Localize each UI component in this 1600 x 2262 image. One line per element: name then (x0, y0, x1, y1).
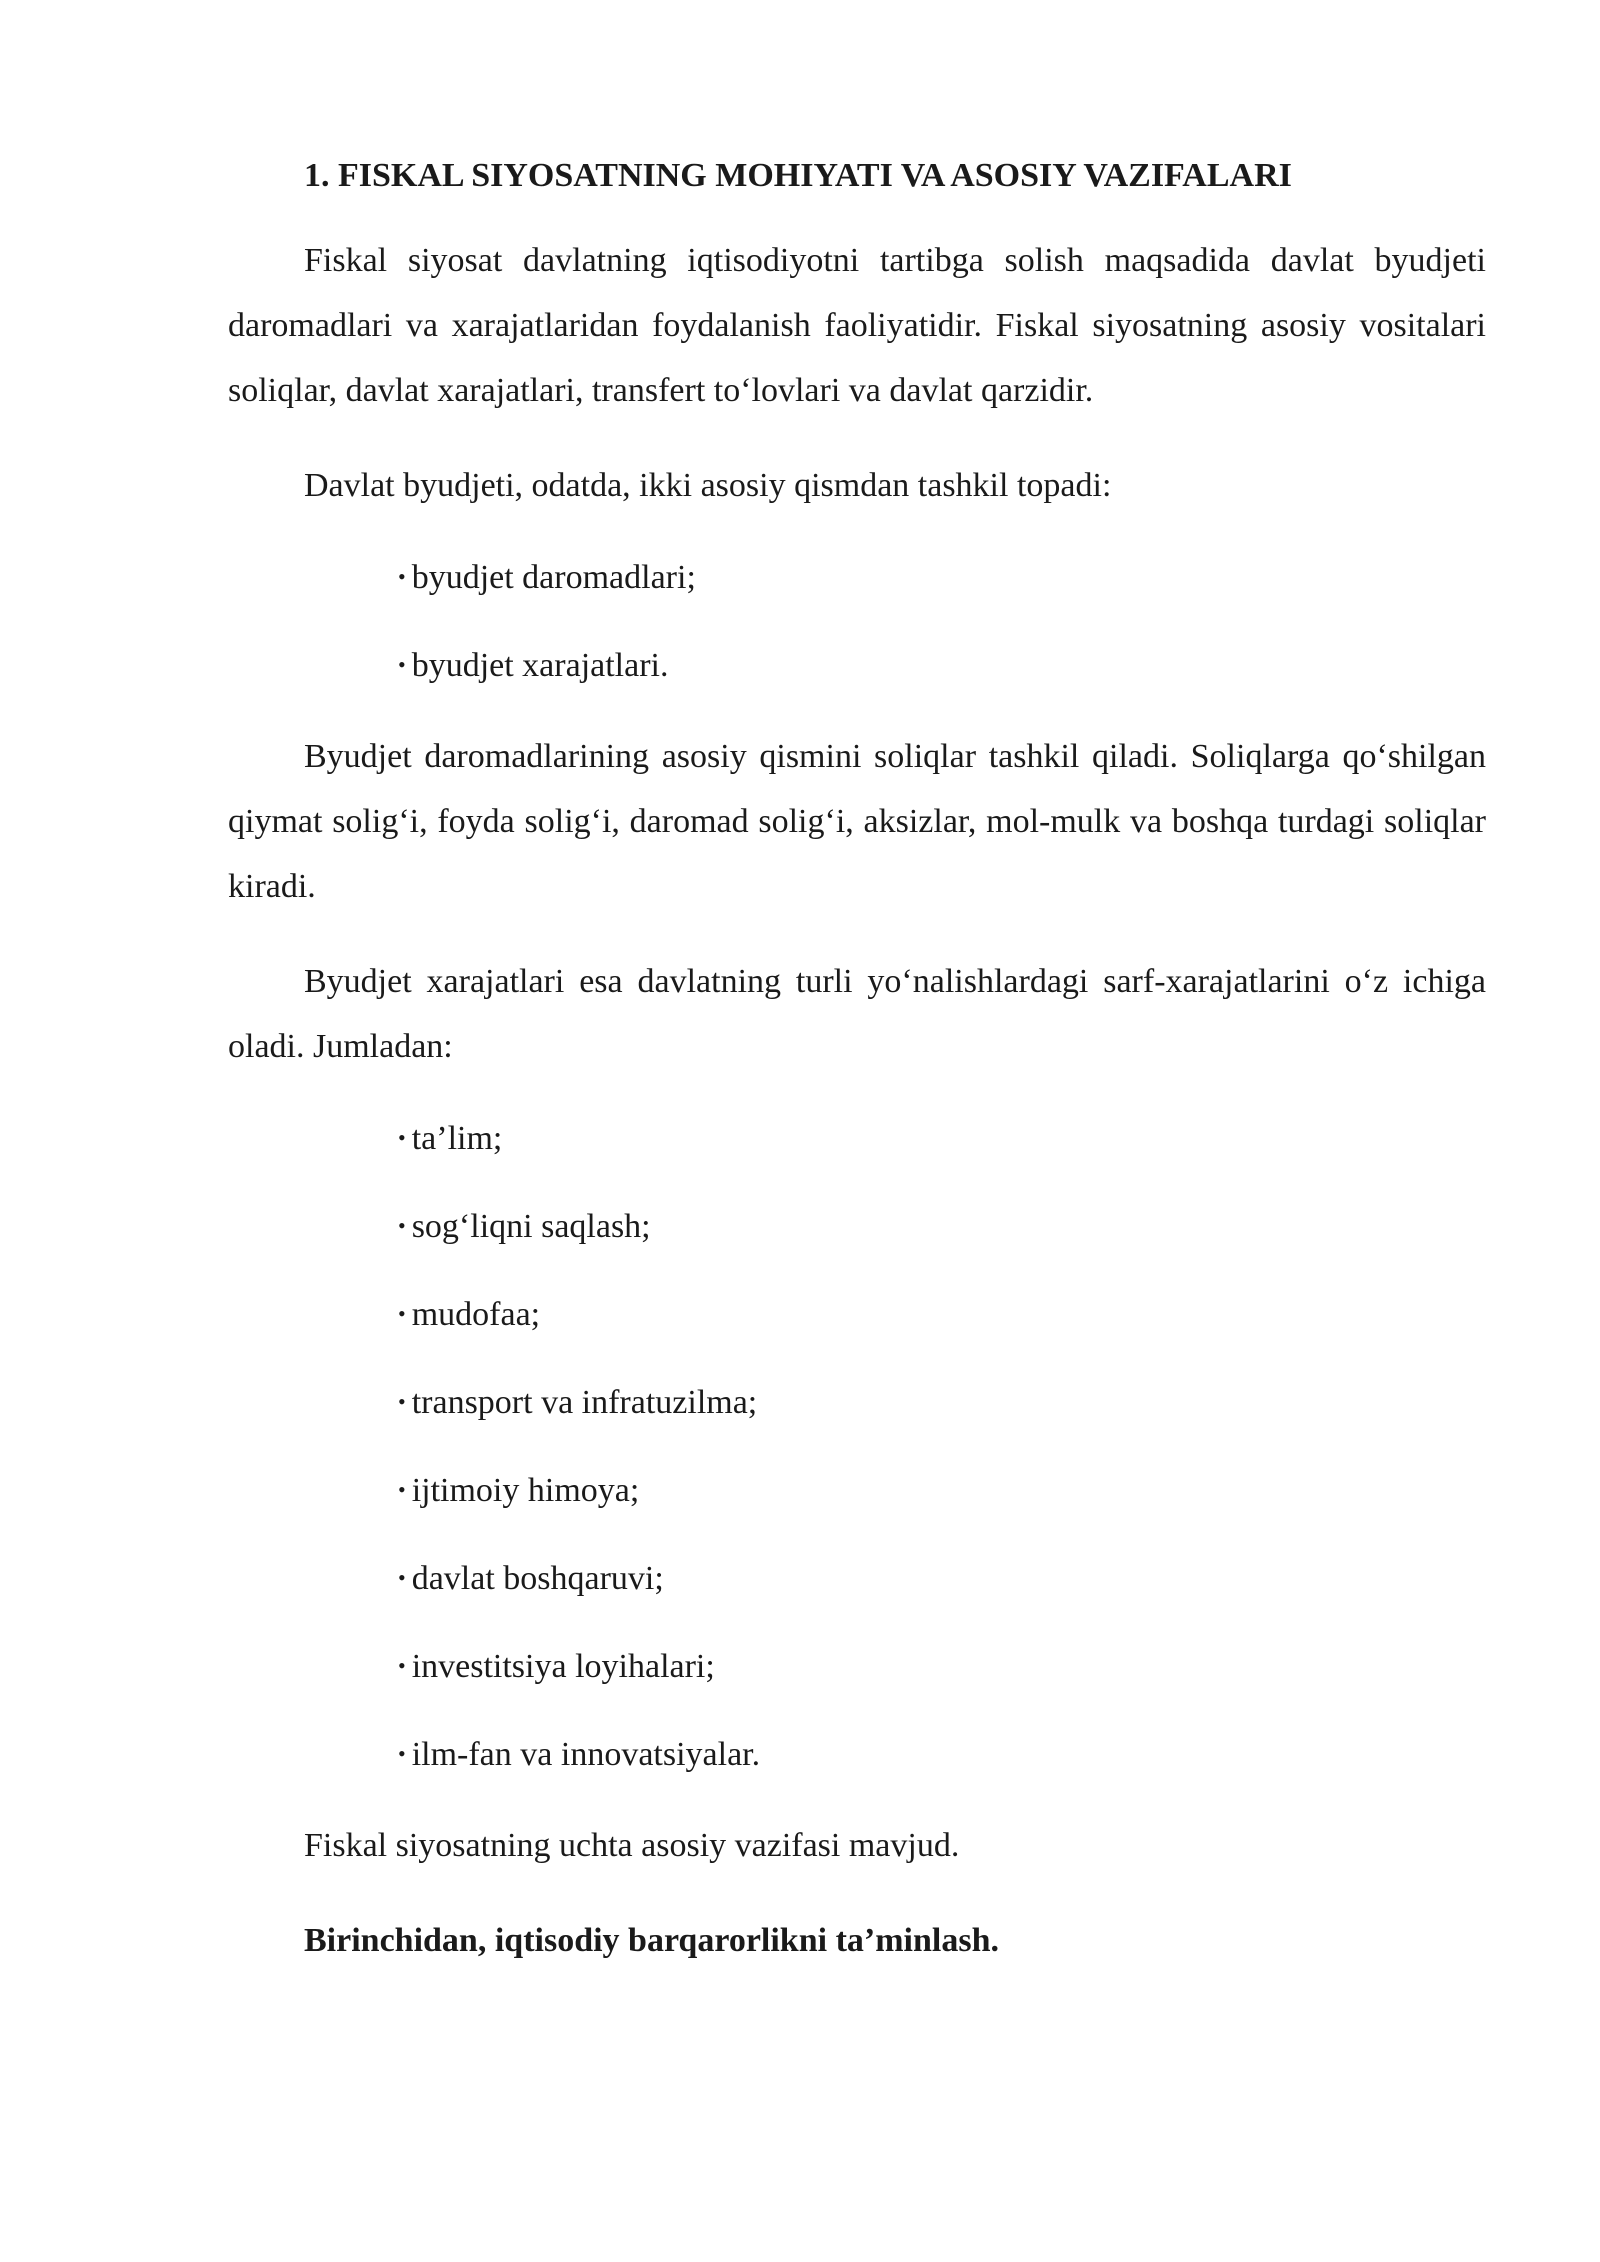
document-page (228, 150, 1486, 1973)
bullet-icon: • (398, 1301, 406, 1326)
bullet-icon: • (398, 1213, 406, 1238)
list-item-text: investitsiya loyihalari; (411, 1648, 715, 1685)
list-item-text: ta’lim; (411, 1120, 503, 1157)
list-item (398, 1109, 1486, 1167)
list-item (398, 1725, 1486, 1783)
list-item-text: mudofaa; (411, 1296, 541, 1333)
bullet-icon: • (398, 1565, 406, 1590)
list-item-text: transport va infratuzilma; (411, 1384, 758, 1421)
bullet-icon: • (398, 652, 406, 677)
list-item-text: ijtimoiy himoya; (411, 1472, 640, 1509)
list-item-text: davlat boshqaruvi; (411, 1560, 664, 1597)
list-item (398, 1285, 1486, 1343)
list-item (398, 636, 1486, 694)
bullet-icon: • (398, 1389, 406, 1414)
expense-items-list (228, 1109, 1486, 1783)
paragraph-budget-parts-intro: Davlat byudjeti, odatda, ikki asosiy qismdan tashkil topadi: (304, 467, 1112, 504)
paragraph-three-tasks: Fiskal siyosatning uchta asosiy vazifasi mavjud. (304, 1827, 960, 1864)
paragraph-definition: Fiskal siyosat davlatning iqtisodiyotni tartibga solish maqsadida davlat byudjeti daromadlari va xarajatlaridan foydalanish faoliyatidir. Fiskal siyosatning asosiy vositalari soliqlar, davlat xarajatlari, transfert to‘lovlari va davlat qarzidir. (228, 242, 1486, 409)
list-item (398, 1197, 1486, 1255)
bullet-icon: • (398, 1125, 406, 1150)
list-item-text: ilm-fan va innovatsiyalar. (411, 1736, 761, 1773)
bullet-icon: • (398, 1477, 406, 1502)
section-heading: 1. FISKAL SIYOSATNING MOHIYATI VA ASOSIY VAZIFALARI (304, 157, 1292, 194)
bullet-icon: • (398, 1653, 406, 1678)
list-item (398, 1637, 1486, 1695)
list-item (398, 1461, 1486, 1519)
list-item (398, 1373, 1486, 1431)
list-item-text: byudjet xarajatlari. (411, 647, 669, 684)
list-item-text: sog‘liqni saqlash; (411, 1208, 651, 1245)
paragraph-expenses-intro: Byudjet xarajatlari esa davlatning turli yo‘nalishlardagi sarf-xarajatlarini o‘z ichiga oladi. Jumladan: (228, 963, 1486, 1065)
list-item (398, 548, 1486, 606)
paragraph-revenues: Byudjet daromadlarining asosiy qismini soliqlar tashkil qiladi. Soliqlarga qo‘shilgan qiymat solig‘i, foyda solig‘i, daromad solig‘i, aksizlar, mol-mulk va boshqa turdagi soliqlar kiradi. (228, 738, 1486, 905)
budget-parts-list (228, 548, 1486, 694)
bullet-icon: • (398, 1741, 406, 1766)
list-item (398, 1549, 1486, 1607)
bullet-icon: • (398, 564, 406, 589)
paragraph-first-task: Birinchidan, iqtisodiy barqarorlikni ta’minlash. (304, 1922, 999, 1959)
list-item-text: byudjet daromadlari; (411, 559, 696, 596)
